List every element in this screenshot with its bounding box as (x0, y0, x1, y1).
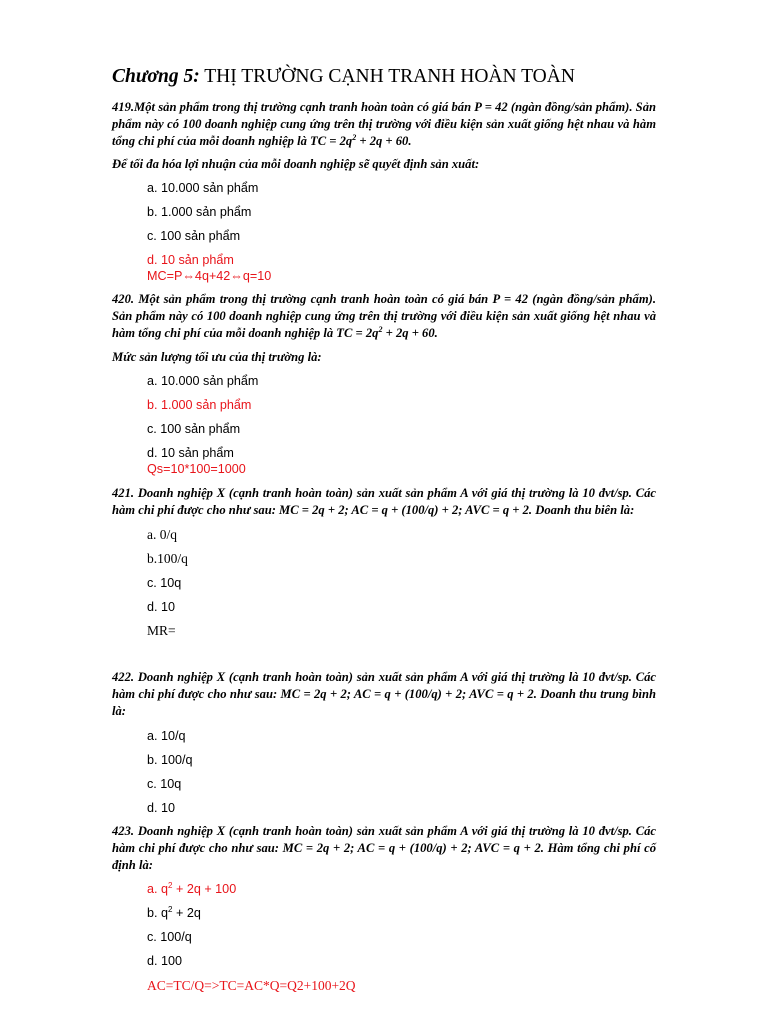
option-423-a-correct: a. $q^2 + 2q + 100$ (147, 881, 237, 896)
question-420-prompt: Mức sản lượng tối ưu của thị trường là: (112, 350, 322, 364)
option-420-a: a. 10.000 sản phẩm (147, 374, 259, 388)
option-423-c: c. 100/q (147, 930, 192, 944)
option-420-b-correct: b. 1.000 sản phẩm (147, 398, 252, 412)
option-420-d: d. 10 sản phẩm (147, 446, 234, 460)
question-421-text: 421. Doanh nghiệp X (cạnh tranh hoàn toàn) sản xuất sản phẩm A với giá thị trường là 10 đvt/sp. Các hàm chi phí được cho như sau: MC = 2q + 2; AC = q + (100/q) + 2; AVC = q + 2. Doanh thu biên là: (112, 486, 656, 517)
option-421-c: c. 10q (147, 576, 182, 590)
option-423-d: d. 100 (147, 954, 183, 968)
chapter-title: THỊ TRƯỜNG CẠNH TRANH HOÀN TOÀN (204, 66, 575, 87)
question-419-text: 419.Một sản phẩm trong thị trường cạnh tranh hoàn toàn có giá bán P = 42 (ngàn đồng/sản phẩm). Sản phẩm này có 100 doanh nghiệp cung ứng trên thị trường với điều kiện sản xuất giống hệt nhau và hàm tổng chi phí của mỗi doanh nghiệp là TC = $2q^2 + 2q + 60$. (112, 100, 656, 148)
option-422-c: c. 10q (147, 777, 182, 791)
chapter-label: Chương 5: (112, 66, 200, 87)
option-422-a: a. 10/q (147, 729, 186, 743)
option-421-b: b.100/q (147, 551, 188, 566)
option-419-b: b. 1.000 sản phẩm (147, 205, 252, 219)
question-423-text: 423. Doanh nghiệp X (cạnh tranh hoàn toàn) sản xuất sản phẩm A với giá thị trường là 10 đvt/sp. Các hàm chi phí được cho như sau: MC = 2q + 2; AC = q + (100/q) + 2; AVC = q + 2. Hàm tổng chi phí cố định là: (112, 824, 656, 872)
option-422-b: b. 100/q (147, 753, 193, 767)
option-419-a: a. 10.000 sản phẩm (147, 181, 259, 195)
answer-note-421: MR= (147, 623, 176, 638)
question-420-text: 420. Một sản phẩm trong thị trường cạnh tranh hoàn toàn có giá bán P = 42 (ngàn đồng/sản phẩm). Sản phẩm này có 100 doanh nghiệp cung ứng trên thị trường với điều kiện sản xuất giống hệt nhau và hàm tổng chi phí của mỗi doanh nghiệp là TC = $2q^2 + 2q + 60$. (112, 292, 656, 340)
chapter-heading (112, 66, 575, 88)
option-421-d: d. 10 (147, 600, 176, 614)
option-420-c: c. 100 sản phẩm (147, 422, 241, 436)
answer-note-423: AC=TC/Q=>TC=AC*Q=Q2+100+2Q (147, 978, 356, 993)
answer-note-419: MC=P⇔4q+42⇔q=10 (147, 269, 272, 283)
answer-note-420: Qs=10*100=1000 (147, 462, 246, 476)
option-419-d-correct: d. 10 sản phẩm (147, 253, 234, 267)
question-422-text: 422. Doanh nghiệp X (cạnh tranh hoàn toàn) sản xuất sản phẩm A với giá thị trường là 10 đvt/sp. Các hàm chi phí được cho như sau: MC = 2q + 2; AC = q + (100/q) + 2; AVC = q + 2. Doanh thu trung bình là: (112, 670, 656, 718)
question-419-prompt: Để tối đa hóa lợi nhuận của mỗi doanh nghiệp sẽ quyết định sản xuất: (112, 157, 480, 171)
option-423-b: b. $q^2 + 2q$ (147, 905, 201, 920)
option-422-d: d. 10 (147, 801, 176, 815)
option-419-c: c. 100 sản phẩm (147, 229, 241, 243)
option-421-a: a. 0/q (147, 527, 177, 542)
